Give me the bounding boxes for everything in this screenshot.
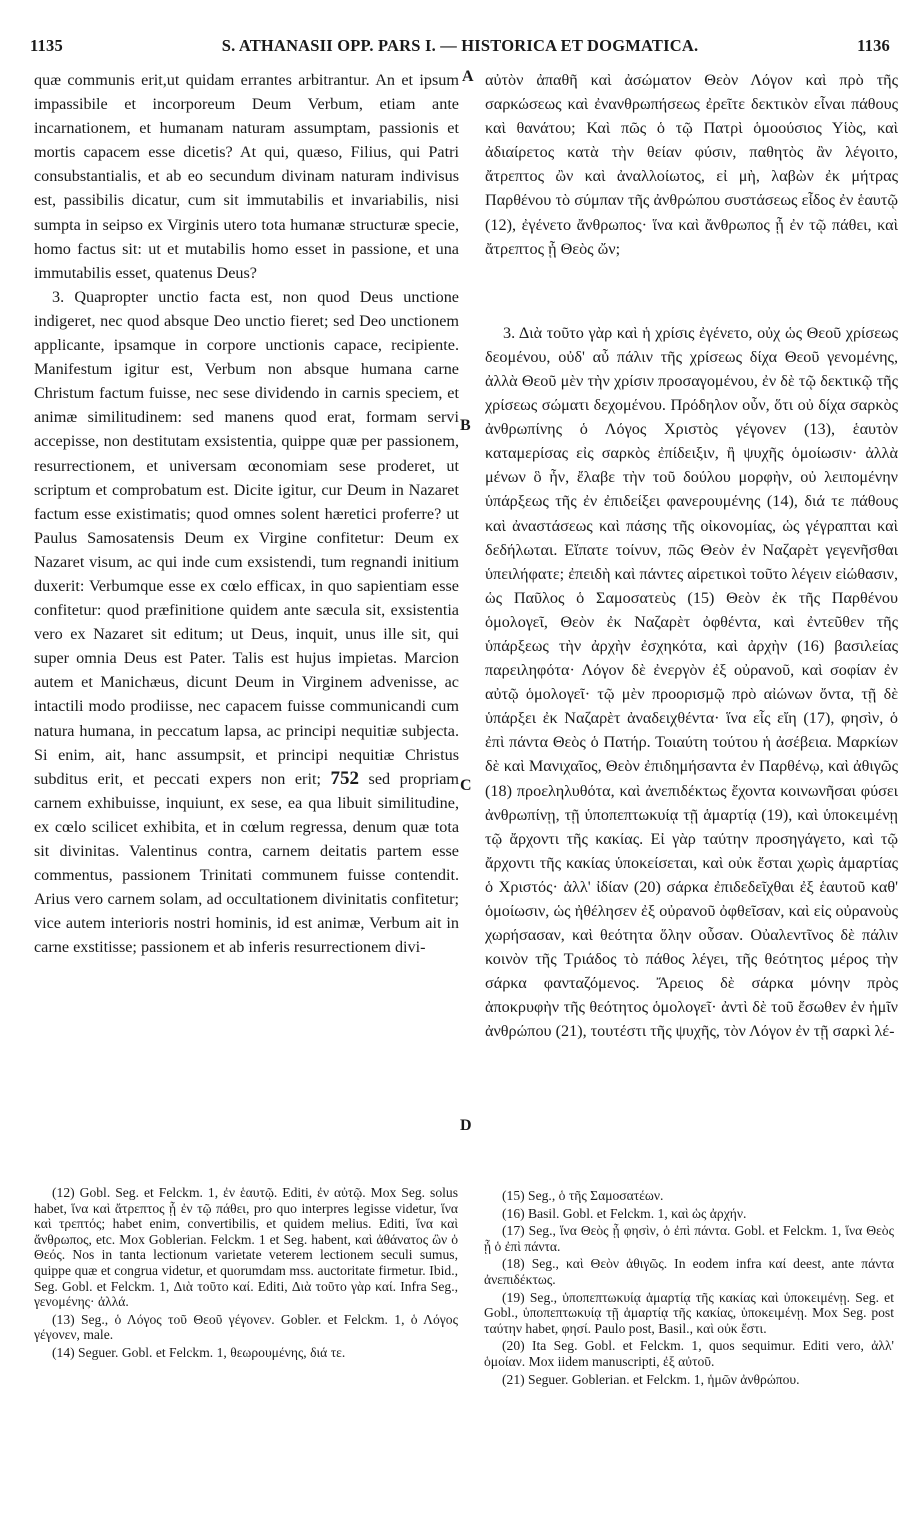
- latin-paragraph-2-end: sed propriam carnem exhibuisse, inquiunt, ex sese, ea qua libuit similitudine, ex cœlo scilicet exhibita, et in cœlum regressa, denum quæ tota sit divinitas. Valentinus contra, carnem deitatis partem esse commentus, passionem Trinitati communem fuisse contendit. Arius vero carnem solam, ad occultationem divinitatis confitetur; vice autem interioris nostri hominis, id est animæ, Verbum ait in carne exstitisse; passionem et ab inferis resurrectionem divi-: [34, 769, 460, 957]
- footnote: (16) Basil. Gobl. et Felckm. 1, καὶ ὡς ἀρχήν.: [502, 1205, 747, 1221]
- footnote: (18) Seg., καὶ Θεὸν ἀθιγῶς. In eodem infra καί deest, ante πάντα ἀνεπιδέκτως.: [484, 1256, 894, 1287]
- greek-column: [485, 68, 898, 1044]
- footnote: (20) Ita Seg. Gobl. et Felckm. 1, quos sequimur. Editi vero, ἀλλ' ὁμοίαν. Mox iidem manuscripti, ἐξ αὐτοῦ.: [484, 1338, 894, 1369]
- margin-letter-c: C: [460, 777, 472, 794]
- right-page-number: 1136: [857, 36, 890, 55]
- footnote: (15) Seg., ὁ τῆς Σαμοσατέων.: [502, 1188, 664, 1203]
- latin-paragraph-2: [34, 285, 459, 960]
- footnote: (21) Seguer. Goblerian. et Felckm. 1, ἡμῶν ἀνθρώπου.: [502, 1371, 800, 1387]
- footnote: (12) Gobl. Seg. et Felckm. 1, ἐν ἑαυτῷ. Editi, ἐν αὐτῷ. Mox Seg. solus habet, ἵνα καὶ ἄτρεπτος ᾖ ἐν τῷ πάθει, pro quo interpres legisse videtur, ἵνα καὶ τρεπτός; habet enim, convertibilis, et quidem melius. Editi, ἵνα καὶ ἄνθρωπος, etc. Mox Goblerian. Felckm. 1 et Seg. habent, καὶ ἀθάνατος ὢν ὁ Θεός. Nos in tanta lectionum varietate veterem lectionem seculi sumus, quippe quæ et congrua videtur, et quorumdam mss. auctoritate firmetur. Ibid., Seg. Gobl. et Felckm. 1, Διὰ τοῦτο καί. Editi, Διὰ τοῦτο γὰρ καί. Infra Seg., γενομένης· ἀλλά.: [34, 1185, 458, 1310]
- running-header: [30, 36, 890, 60]
- paragraph-gap: [485, 261, 898, 321]
- margin-letter-a: A: [462, 68, 474, 85]
- latin-paragraph-2-start: 3. Quapropter unctio facta est, non quod Deus unctione indigeret, nec quod absque Deo unctio fieret; sed Deo unctionem applicante, ipsamque in corpore unctionis capace, recipiente. Manifestum igitur est, Verbum non absque humana carne Christum factum fuisse, nec sese dividendo in carnis speciem, et animæ similitudinem: sed manens quod erat, formam servi accepisse, non destitutam exsistentia, quippe quæ per passionem, resurrectionem, et universam œconomiam sese proderet, ut scriptum et comprobatum est. Dicite igitur, cur Deum in Nazaret factum esse existimatis; quod omnes solent hæretici proferre? ut Paulus Samosatensis Deum ex Virgine confitetur: Deum ex Nazaret visum, ac qui inde cum exsistendi, tum regnandi initium duxerit: Verbumque esse ex cœlo efficax, in quo sapientiam esse confitetur: quod præfinitione quidem ante sæcula sit, exsistentia vero ex Nazaret sit editum; ut Deus, inquit, unus ille sit, qui super omnia Deus est Pater. Talis est hujus impietas. Marcion autem et Manichæus, dicunt Deum in Virginem advenisse, ac intactili modo prodiisse, nec capacem fuisse communicandi cum natura humana, in peccatum lapsa, ac principi nequitiæ subjecta. Si enim, ait, hanc assumpsit, et principi nequitiæ Christus subditus erit, et peccati expers non erit;: [34, 287, 459, 788]
- latin-column: [34, 68, 459, 959]
- margin-letter-d: D: [460, 1117, 472, 1134]
- left-page-number: 1135: [30, 36, 63, 55]
- footnote: (19) Seg., ὑποπεπτωκυίᾳ ἁμαρτίᾳ τῆς κακίας καὶ ὑποκειμένῃ. Seg. et Gobl., ὑποπεπτωκυίᾳ τῇ ἁμαρτίᾳ τῆς κακίας, ὑποκειμένῃ. Mox Seg. post ταύτην habet, φησί. Paulo post, Basil., καὶ οὐκ ἔστι.: [484, 1289, 894, 1336]
- margin-letter-b: B: [460, 417, 471, 434]
- footnotes-left: [34, 1185, 458, 1363]
- greek-paragraph-1: αὐτὸν ἀπαθῆ καὶ ἀσώματον Θεὸν Λόγον καὶ πρὸ τῆς σαρκώσεως καὶ ἐνανθρωπήσεως ἐρεῖτε δεκτικὸν εἶναι πάθους καὶ θανάτου; Καὶ πῶς ὁ τῷ Πατρὶ ὁμοούσιος Υἱὸς, καὶ ἀδιαίρετος κατὰ τὴν θείαν φύσιν, παθητὸς ἂν λέγοιτο, ἄτρεπτος ὢν καὶ ἀναλλοίωτος, εἰ μὴ, λαβὼν ἐκ μήτρας Παρθένου τὸ σύμπαν τῆς ἀνθρώπου συστάσεως εἶδος ἐν ἑαυτῷ (12), ἐγένετο ἄνθρωπος· ἵνα καὶ ἄνθρωπος ᾖ ἐν τῷ πάθει, καὶ ἄτρεπτος ᾖ Θεὸς ὤν;: [485, 71, 898, 258]
- greek-paragraph-2: 3. Διὰ τοῦτο γὰρ καὶ ἡ χρίσις ἐγένετο, οὐχ ὡς Θεοῦ χρίσεως δεομένου, οὐδ' αὖ πάλιν τῆς χρίσεως δίχα Θεοῦ γενομένης, ἀλλὰ Θεοῦ μὲν τὴν χρίσιν προσαγομένου, ἐν δὲ τῷ δεκτικῷ τῆς χρίσεως σώματι δεχομένου. Πρόδηλον οὖν, ὅτι οὐ δίχα σαρκὸς ἀνθρωπίνης ὁ Λόγος Χριστὸς γέγονεν (13), ἑαυτὸν καταμερίσας εἰς σαρκὸς ἐπίδειξιν, ἢ ψυχῆς ὁμοίωσιν· ἀλλὰ μένων ὃ ἦν, ἔλαβε τὴν τοῦ δούλου μορφὴν, οὐ λειπομένην ὑπάρξεως τῆς ἐν ἐπιδείξει φανερουμένης (14), διά τε πάθους καὶ ἀναστάσεως καὶ πάσης τῆς οἰκονομίας, ὡς γέγραπται καὶ δεδήλωται. Εἴπατε τοίνυν, πῶς Θεὸν ἐν Ναζαρὲτ γεγενῆσθαι ὑπειλήφατε; ἐπειδὴ καὶ πάντες αἱρετικοὶ τοῦτο λέγειν εἰώθασιν, ὡς Παῦλος ὁ Σαμοσατεὺς (15) Θεὸν ἐκ τῆς Παρθένου ὁμολογεῖ, Θεὸν ἐκ Ναζαρὲτ ὀφθέντα, καὶ ἐντεῦθεν τῆς ὑπάρξεως τὴν ἀρχὴν ἐσχηκότα, καὶ ἀρχὴν (16) βασιλείας παρειληφότα· Λόγον δὲ ἐνεργὸν ἐξ οὐρανοῦ, καὶ σοφίαν ἐν αὐτῷ ὁμολογεῖ· τῷ μὲν προορισμῷ πρὸ αἰώνων ὄντα, τῇ δὲ ὑπάρξει ἐκ Ναζαρὲτ ἀναδειχθέντα· ἵνα εἷς εἴη (17), φησὶν, ὁ ἐπὶ πάντα Θεὸς ὁ Πατήρ. Τοιαύτη τούτου ἡ ἀσέβεια. Μαρκίων δὲ καὶ Μανιχαῖος, Θεὸν ἐπιδημήσαντα ἐν Παρθένῳ, καὶ ἀθιγῶς (18) προεληλυθότα, καὶ ἀνεπιδέκτως ἔχοντα κοινωνῆσαι φύσει ἀνθρωπίνῃ, τῇ ὑποπεπτωκυίᾳ τῇ ἁμαρτίᾳ (19), καὶ ὑποκειμένῃ τῷ ἄρχοντι τῆς κακίας. Εἰ γὰρ ταύτην προσηγάγετο, καὶ τῷ ἄρχοντι τῆς κακίας ὑποκείσεται, καὶ οὐκ ἔσται χωρὶς ἁμαρτίας ὁ Χριστός· ἀλλ' ἰδίαν (20) σάρκα ἐπιδεδεῖχθαι ἐξ ἑαυτοῦ καθ' ὁμοίωσιν, ὡς ἠθέλησεν ἐξ οὐρανοῦ ὀφθεῖσαν, καὶ εἰς οὐρανοὺς χωρήσασαν, καὶ θεότητα ὅλην οὖσαν. Οὐαλεντῖνος δὲ πάλιν κοινὸν τῆς Τριάδος τὸ πάθος λέγει, τῆς θεότητος μέρος τὴν σάρκα φανταζόμενος. Ἄρειος δὲ σάρκα μόνην πρὸς ἀποκρυφὴν τῆς θεότητος ὁμολογεῖ· ἀντὶ δὲ τοῦ ἔσωθεν ἐν ἡμῖν ἀνθρώπου (21), τουτέστι τῆς ψυχῆς, τὸν Λόγον ἐν τῇ σαρκὶ λέ-: [485, 323, 898, 1041]
- footnotes-right: [484, 1188, 894, 1389]
- footnote: (13) Seg., ὁ Λόγος τοῦ Θεοῦ γέγονεν. Gobler. et Felckm. 1, ὁ Λόγος γέγονεν, male.: [34, 1311, 458, 1343]
- running-title: S. ATHANASII OPP. PARS I. — HISTORICA ET DOGMATICA.: [221, 36, 699, 55]
- footnote: (14) Seguer. Gobl. et Felckm. 1, θεωρουμένης, διά τε.: [52, 1344, 346, 1360]
- latin-paragraph-1: quæ communis erit,ut quidam errantes arbitrantur. An et ipsum impassibile et incorporeum Deum Verbum, etiam ante incarnationem, et humanam naturam assumptam, passionis et mortis capacem esse dicetis? At qui, quæso, Filius, qui Patri consubstantialis, et ab eo secundum divinam naturam indivisus est, passibilis dicatur, cum sit immutabilis et invariabilis, nisi sumpta in seipso ex Virginis utero tota humanæ structuræ specie, homo factus sit: ut et mutabilis homo esset in passione, et una immutabilis esset, quatenus Deus?: [34, 71, 459, 282]
- footnote: (17) Seg., ἵνα Θεὸς ᾖ φησὶν, ὁ ἐπὶ πάντα. Gobl. et Felckm. 1, ἵνα Θεὸς ᾖ ὁ ἐπὶ πάντα.: [484, 1223, 894, 1254]
- page-marker: 752: [330, 767, 359, 789]
